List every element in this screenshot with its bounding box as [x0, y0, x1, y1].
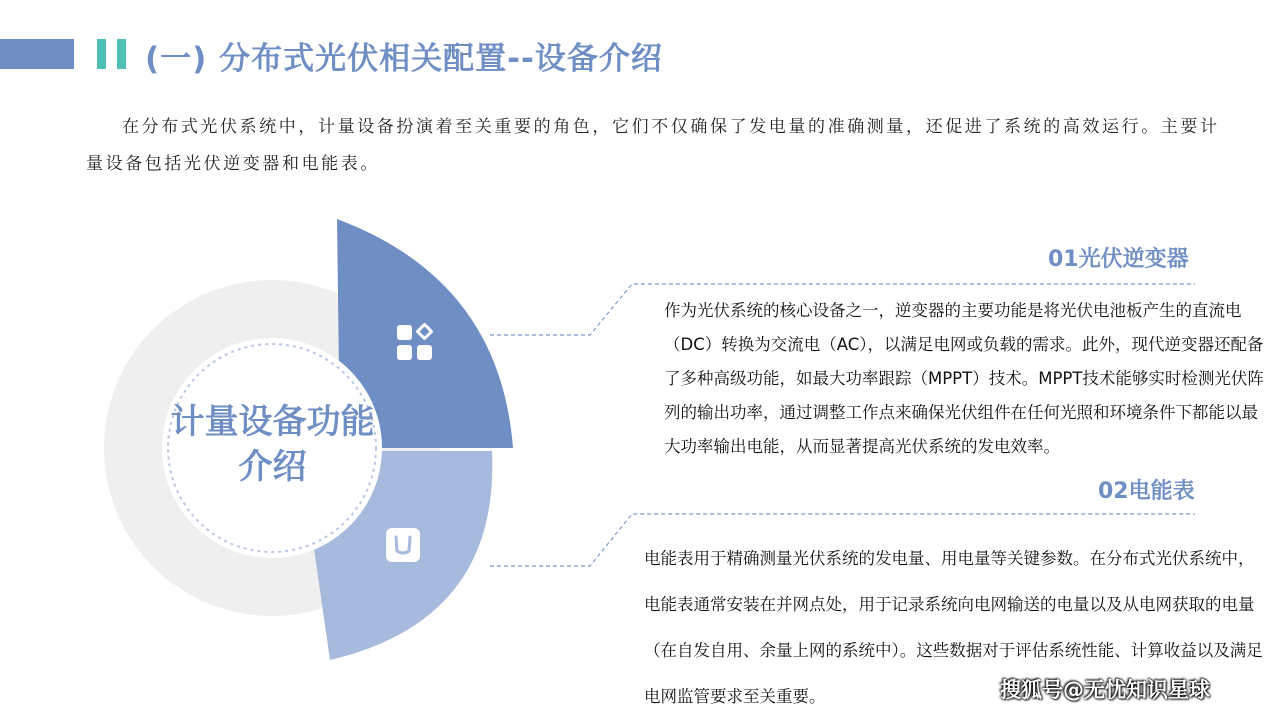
section-title-meter: 02电能表 [1098, 479, 1195, 504]
intro-paragraph: 在分布式光伏系统中，计量设备扮演着至关重要的角色，它们不仅确保了发电量的准确测量，还促进了系统的高效运行。主要计量设备包括光伏逆变器和电能表。 [86, 117, 1220, 174]
center-label: 计量设备功能介绍 [170, 402, 375, 487]
section-title-inverter: 01光伏逆变器 [1048, 247, 1189, 272]
section-text-inverter: 作为光伏系统的核心设备之一，逆变器的主要功能是将光伏电池板产生的直流电（DC）转换为交流电（AC），以满足电网或负载的需求。此外，现代逆变器还配备了多种高级功能，如最大功率跟踪（MPPT）技术。MPPT技术能够实时检测光伏阵列的输出功率，通过调整工作点来确保光伏组件在任何光照和环境条件下都能以最大功率输出电能，从而显著提高光伏系统的发电效率。 [664, 301, 1264, 456]
meter-face-icon [386, 528, 420, 562]
section-text-meter: 电能表用于精确测量光伏系统的发电量、用电量等关键参数。在分布式光伏系统中，电能表通常安装在并网点处，用于记录系统向电网输送的电量以及从电网获取的电量（在自发自用、余量上网的系统中）。这些数据对于评估系统性能、计算收益以及满足电网监管要求至关重要。 [644, 549, 1263, 706]
page-title: (一) 分布式光伏相关配置--设备介绍 [145, 41, 663, 77]
watermark: 搜狐号@无忧知识星球 [1000, 678, 1210, 702]
